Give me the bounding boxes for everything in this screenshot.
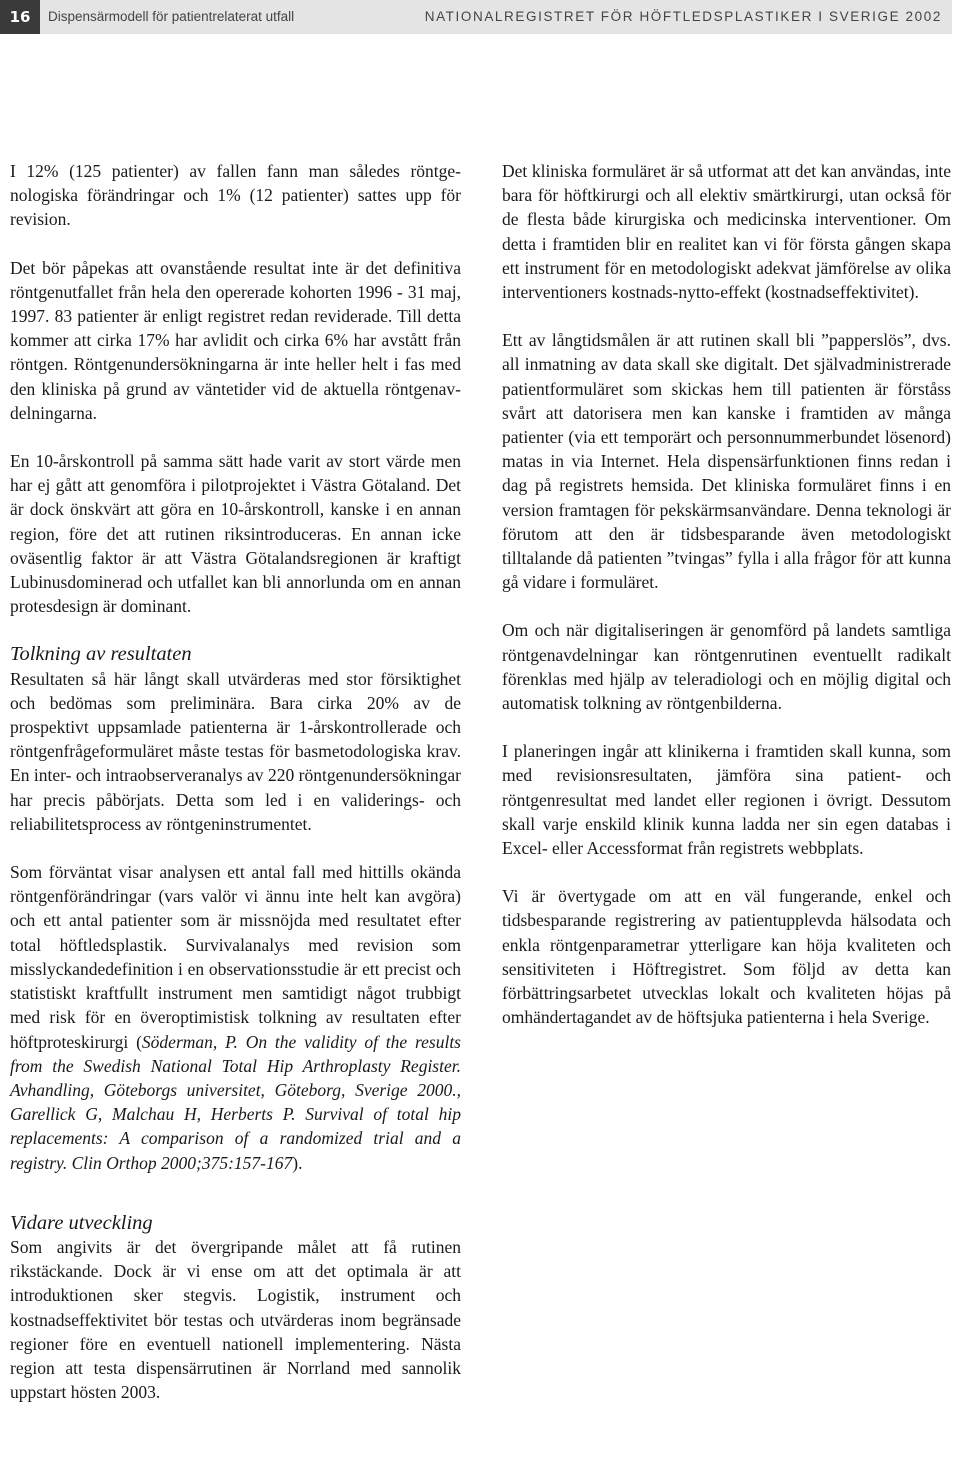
paragraph: Resultaten så här långt skall utvärderas med stor försiktighet och bedömas som preliminära. Bara cirka 20% av de prospektivt uppsamlade patienterna är 1-årskontrollerade och röntgenfrågeformuläret måste testas för basmetodologiska krav. En inter- och intraobserveranalys av 220 röntgenundersökningar har precis påbörjats. Detta som led i en validerings- och reliabilitetsprocess av röntgeninstrumentet.: [10, 668, 461, 834]
section-heading-results: Tolkning av resultaten: [10, 643, 192, 666]
paragraph: Om och när digitaliseringen är genomförd på landets samtliga röntgenavdelningar kan röntgenrutinen eventuellt radikalt förenklas med hjälp av teleradiologi och en möjlig digital och automatisk tolkning av röntgenbilderna.: [502, 620, 951, 714]
paragraph-text: ).: [292, 1152, 303, 1173]
page-number: 16: [0, 0, 40, 34]
paragraph-with-reference: [10, 860, 461, 1175]
section-heading-development: Vidare utveckling: [10, 1211, 153, 1234]
paragraph: Som angivits är det övergripande målet att få rutinen rikstäckande. Dock är vi ense om att det optimala är att introduktionen sker stegvis. Logistik, instrument och kostnadseffektivitet bör testas och utvärderas inom begränsade regioner före en eventuell nationell implementering. Nästa region att testa dispensärrutinen är Norrland med sannolik uppstart hösten 2003.: [10, 1236, 461, 1403]
paragraph: I 12% (125 patienter) av fallen fann man således röntgenologiska förändringar och 1% (12 patienter) sattes upp för revision.: [10, 161, 461, 230]
paragraph: En 10-årskontroll på samma sätt hade varit av stort värde men har ej gått att genomföra i pilotprojektet i Västra Götaland. Det är dock önskvärt att göra en 10-årskontroll, kanske i en annan region, före det att rutinen riksintroduceras. En annan icke oväsentlig faktor är att Västra Götalandsregionen är kraftigt Lubinusdominerad och utfallet kan bli annorlunda om en annan protesdesign är dominant.: [10, 451, 461, 617]
left-column: [10, 159, 461, 1404]
page-header: [0, 0, 952, 34]
publication-title: NATIONALREGISTRET FÖR HÖFTLEDSPLASTIKER I SVERIGE 2002: [424, 9, 942, 24]
paragraph: I planeringen ingår att klinikerna i framtiden skall kunna, som med revisionsresultaten, jämföra sina patient- och röntgenresultat med landet eller regionen i övrigt. Dessutom skall varje enskild klinik kunna ladda ner sin egen databas i Excel- eller Accessformat från registrets webbplats.: [502, 741, 951, 859]
reference-citation: Söderman, P. On the validity of the results from the Swedish National Total Hip Arthroplasty Register. Avhandling, Göteborgs universitet, Göteborg, Sverige 2000., Garellick G, Malchau H, Herberts P. Survival of total hip replacements: A comparison of a randomized trial and a registry. Clin Orthop 2000;375:157-167: [10, 1031, 461, 1173]
right-column: [502, 159, 951, 1054]
paragraph: Ett av långtidsmålen är att rutinen skall bli ”papperslös”, dvs. all inmatning av data skall ske digitalt. Det självadministrerade patientformuläret som skickas hem till patienten är förståss svårt att datorisera men kan kanske i framtiden av många patienter (via ett temporärt och personnummerbundet lösenord) matas in via Internet. Hela dispensärfunktionen finns redan i dag på registrets hemsida. Det kliniska formuläret finns i en version framtagen för pekskärmsanvändare. Denna teknologi är förutom att den är tidsbesparande även metodologiskt tilltalande då patienten ”tvingas” fylla i alla frågor för att kunna gå vidare i formuläret.: [502, 330, 951, 593]
paragraph: Det bör påpekas att ovanstående resultat inte är det definitiva röntgenutfallet från hela den opererade kohorten 1996 - 31 maj, 1997. 83 patienter är enligt registret redan reviderade. Till detta kommer att cirka 17% har avlidit och cirka 6% har avstått från röntgen. Röntgenundersökningarna är inte heller helt i fas med den kliniska på grund av väntetider vid de aktuella röntgenavdelningarna.: [10, 257, 461, 423]
paragraph: Vi är övertygade om att en väl fungerande, enkel och tidsbesparande registrering av patientupplevda hälsodata och enkla röntgenparametrar ytterligare kan höja kvaliteten och sensitiviteten i Höftregistret. Som följd av detta kan förbättringsarbetet utvecklas lokalt och kvaliteten höjas på omhändertagandet av de höftsjuka patienterna i hela Sverige.: [502, 886, 951, 1028]
section-title: Dispensärmodell för patientrelaterat utfall: [48, 9, 295, 24]
paragraph: Det kliniska formuläret är så utformat att det kan användas, inte bara för höftkirurgi och all elektiv smärtkirurgi, utan också för de flesta både kirurgiska och medicinska interventioner. Om detta i framtiden blir en realitet kan vi för första gången skapa ett instrument för en metodologiskt adekvat jämförelse av olika interventioners kostnads-nytto-effekt (kostnadseffektivitet).: [502, 161, 951, 303]
paragraph-text: Som förväntat visar analysen ett antal fall med hittills okända röntgenförändringar (vars valör vi ännu inte helt kan avgöra) och ett antal patienter som är missnöjda med resultatet efter total höftledsplastik. Survivalanalys med revision som misslyckandedefinition i en observationsstudie är ett precist och statistiskt kraftfullt instrument men samtidigt något trubbigt med risk för en överoptimistisk tolkning av resultaten efter höftproteskirurgi (: [10, 862, 461, 1052]
